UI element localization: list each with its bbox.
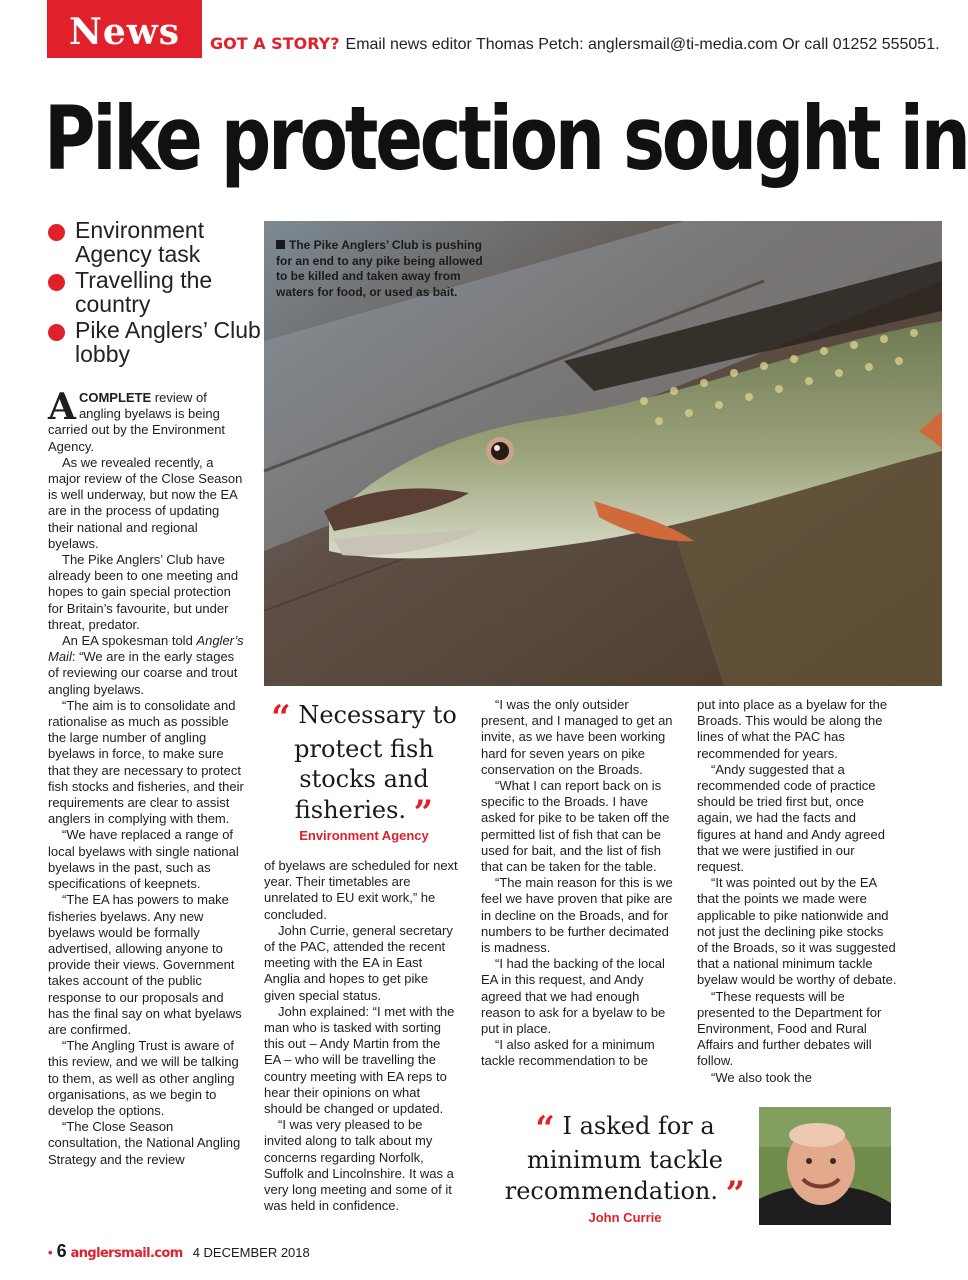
- section-tag-news: News: [47, 0, 202, 58]
- close-quote-icon: ”: [413, 792, 434, 833]
- paragraph: John Currie, general secretary of the PAC, attended the recent meeting with the EA in East Anglia and hopes to get pike given special status.: [264, 922, 453, 1003]
- bullet-list: [48, 218, 263, 368]
- bullet-text: Environment Agency task: [75, 217, 205, 267]
- caption-text: The Pike Anglers’ Club is pushing for an end to any pike being allowed to be killed and taken away from waters for food, or used as bait.: [276, 238, 483, 299]
- pull-quote-john-currie: [486, 1111, 764, 1226]
- magazine-name: Angler’s Mail: [48, 633, 244, 665]
- paragraph: “I had the backing of the local EA in this request, and Andy agreed that we had enough reason to ask for a byelaw to be put in place.: [481, 956, 666, 1037]
- red-dot-icon: [48, 324, 65, 341]
- square-bullet-icon: [276, 240, 285, 249]
- pull-quote-text: Necessary to protect fish stocks and fisheries.: [294, 701, 457, 824]
- paragraph: [48, 633, 248, 698]
- page-footer: [48, 1241, 310, 1262]
- lead-caps: COMPLETE: [78, 390, 152, 405]
- paragraph: “The main reason for this is we feel we have proven that pike are in decline on the Broads, and for numbers to be further decimated is madness.: [481, 875, 673, 956]
- paragraph: “The aim is to consolidate and rationalise as much as possible the large number of angling byelaws in force, to make sure that they are necessary to protect fish stocks and fisheries, and their requirements are clear to assist anglers in complying with them.: [48, 697, 244, 827]
- bullet-text: Pike Anglers’ Club lobby: [75, 317, 261, 367]
- paragraph: “The Close Season consultation, the National Angling Strategy and the review: [48, 1119, 241, 1167]
- bullet-item: [48, 218, 263, 266]
- article-column-3: [481, 697, 677, 1070]
- john-currie-photo: [759, 1107, 891, 1225]
- contact-text: Email news editor Thomas Petch: anglersmail@ti-media.com Or call 01252 555051.: [345, 36, 940, 53]
- portrait-illustration: [759, 1107, 891, 1225]
- bullet-text: Travelling the country: [75, 267, 213, 317]
- issue-date: 4 DECEMBER 2018: [192, 1245, 310, 1260]
- paragraph: put into place as a byelaw for the Broads. This would be along the lines of what the PAC has recommended for years.: [697, 697, 888, 761]
- paragraph: “Andy suggested that a recommended code of practice should be tried first but, once again, we had the facts and figures at hand and Andy agreed that we were justified in our request.: [697, 761, 885, 875]
- paragraph: John explained: “I met with the man who is tasked with sorting this out – Andy Martin from the EA – who will be travelling the country meeting with EA reps to hear their opinions on what should be changed or updated.: [264, 1003, 455, 1117]
- contact-line: [210, 34, 940, 54]
- spokesman-quote: : “We are in the early stages of reviewing our coarse and trout angling byelaws.: [48, 649, 238, 697]
- pull-quote-text: I asked for a minimum tackle recommendation.: [504, 1112, 723, 1205]
- paragraph: “I was very pleased to be invited along to talk about my concerns regarding Norfolk, Suffolk and Lincolnshire. It was a very long meeting and some of it was held in confidence.: [264, 1117, 454, 1214]
- paragraph: “I was the only outsider present, and I managed to get an invite, as we have been working hard for seven years on pike conservation on the Broads.: [481, 697, 673, 777]
- got-a-story-label: GOT A STORY?: [210, 34, 340, 53]
- paragraph: “It was pointed out by the EA that the points we made were applicable to pike nationwide and not just the declining pike stocks of the Broads, so it was suggested that a national minimum tackle byelaw would be worthy of debate.: [697, 875, 897, 988]
- headline: Pike protection sought in: [44, 87, 968, 190]
- open-quote-icon: “: [271, 698, 291, 738]
- paragraph: “The EA has powers to make fisheries byelaws. Any new byelaws would be formally advertised, allowing anyone to provide their views. Government takes account of the public response to our proposals and has the final say on what byelaws are confirmed.: [48, 892, 242, 1037]
- pull-quote-attribution: Environment Agency: [299, 828, 429, 843]
- paragraph: “The Angling Trust is aware of this review, and we will be talking to them, as well as other angling organisations, as we begin to develop the options.: [48, 1038, 239, 1118]
- paragraph: “We also took the: [711, 1069, 812, 1085]
- paragraph: “What I can report back on is specific to the Broads. I have asked for pike to be taken off the permitted list of fish that can be used for bait, and the list of fish that can be taken for the table.: [481, 778, 670, 875]
- bullet-item: [48, 318, 263, 366]
- lead-text: review of angling byelaws is being carried out by the Environment Agency.: [48, 390, 226, 454]
- red-dot-icon: [48, 224, 65, 241]
- paragraph: of byelaws are scheduled for next year. Their timetables are unrelated to EU exit work,” he concluded.: [264, 858, 458, 922]
- paragraph: “I also asked for a minimum tackle recommendation to be: [481, 1037, 655, 1069]
- paragraph: “These requests will be presented to the Department for Environment, Food and Rural Affairs and further debates will follow.: [697, 988, 882, 1069]
- drop-cap: A: [48, 386, 76, 428]
- spokesman-intro: An EA spokesman told: [62, 633, 197, 649]
- photo-caption: [276, 238, 496, 300]
- article-column-4: [697, 697, 897, 1086]
- article-column-2: [264, 858, 460, 1214]
- pull-quote-attribution: John Currie: [588, 1210, 662, 1225]
- open-quote-icon: “: [535, 1109, 555, 1149]
- site-name: anglersmail.com: [70, 1246, 183, 1261]
- close-quote-icon: ”: [725, 1174, 746, 1214]
- page-number: 6: [56, 1241, 67, 1261]
- paragraph: The Pike Anglers’ Club have already been to one meeting and hopes to gain special protection for Britain’s favourite, but under threat, predator.: [48, 552, 239, 632]
- article-column-1: [48, 386, 248, 1168]
- red-dot-icon: [48, 274, 65, 291]
- bullet-item: [48, 268, 263, 316]
- pull-quote-ea: [264, 700, 464, 844]
- lead-paragraph: [48, 386, 248, 455]
- footer-bullet-icon: •: [48, 1245, 53, 1260]
- paragraph: “We have replaced a range of local byelaws with single national byelaws in the past, such as specifications of keepnets.: [48, 827, 239, 892]
- paragraph: As we revealed recently, a major review of the Close Season is well underway, but now the EA are in the process of updating their national and regional byelaws.: [48, 454, 243, 551]
